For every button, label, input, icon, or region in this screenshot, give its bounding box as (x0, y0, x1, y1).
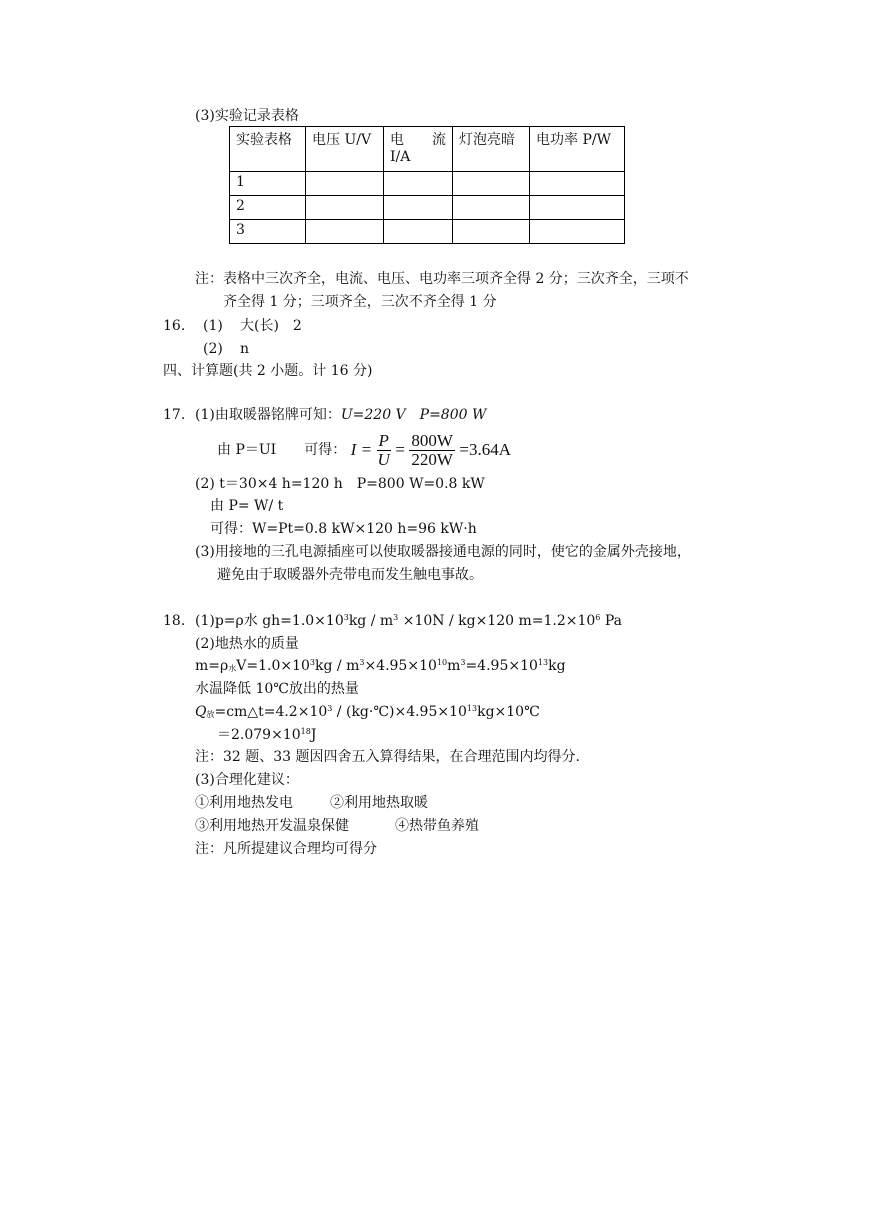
q17-part1-values: U=220 V P=800 W (340, 407, 487, 423)
exponent: 3 (393, 613, 399, 622)
q16-part1-label: (1) (203, 318, 223, 334)
table-cell (453, 172, 530, 196)
header-cell: 电功率 P/W (530, 127, 625, 172)
table-cell (306, 196, 384, 220)
header-cell: 实验表格 (230, 127, 306, 172)
suggestion-item: ①利用地热发电 (195, 795, 293, 811)
exponent: 3 (309, 658, 315, 667)
q18-heat-title: 水温降低 10℃放出的热量 (195, 681, 359, 697)
text-run: / (kg·℃)×4.95×10 (332, 704, 467, 720)
table-cell (530, 220, 625, 244)
q18-rounding-note: 注：32 题、33 题因四舍五入算得结果，在合理范围内均得分. (195, 749, 580, 765)
text-run: =cm△t=4.2×10 (214, 704, 328, 720)
q17-equation-intro: 由 P＝UI 可得： (217, 442, 347, 458)
text-run: (1)p=ρ水 gh=1.0×10 (195, 613, 344, 629)
table-cell (384, 196, 453, 220)
suggestion-item: ③利用地热开发温泉保健 (195, 818, 349, 834)
text-run: ＝2.079×10 (217, 727, 301, 743)
table-cell (384, 220, 453, 244)
text-run: kg / m (348, 613, 394, 629)
exponent: 13 (537, 658, 549, 667)
header-cell: 电压 U/V (306, 127, 384, 172)
q16-part1-answer: 大(长) 2 (240, 318, 302, 334)
table-cell (384, 172, 453, 196)
text-run: m=ρ (195, 658, 229, 674)
section-title: 四、计算题(共 2 小题。计 16 分) (163, 363, 373, 379)
q17-equation-line (217, 431, 511, 469)
exponent: 3 (343, 613, 349, 622)
q16-number: 16. (163, 318, 186, 334)
experiment-record-table (229, 126, 625, 244)
table-cell (530, 172, 625, 196)
exponent: 3 (359, 658, 365, 667)
q17-eq-current-symbol: I = (350, 440, 373, 459)
table-cell: 3 (230, 220, 306, 244)
text-run: ×10N / kg×120 m=1.2×10 (398, 613, 596, 629)
text-run: J (310, 727, 317, 743)
text-run: Q (195, 704, 207, 720)
table-cell (453, 220, 530, 244)
q18-part2-title: (2)地热水的质量 (195, 636, 299, 652)
fraction-numerator: P (378, 430, 389, 450)
exponent: 10 (436, 658, 448, 667)
scoring-note-line2: 齐全得 1 分；三项齐全，三次不齐全得 1 分 (223, 294, 497, 310)
header-cell: 电 流 I/A (384, 127, 453, 172)
header-cell: 灯泡亮暗 (453, 127, 530, 172)
table-row (230, 220, 625, 244)
q16-part2-label: (2) (203, 341, 223, 357)
text-run: ×4.95×10 (364, 658, 437, 674)
scoring-note-line1: 注：表格中三次齐全，电流、电压、电功率三项齐全得 2 分；三次齐全，三项不 (195, 271, 689, 287)
q17-fraction-pu (377, 432, 391, 469)
table-cell (306, 172, 384, 196)
q18-part3-title: (3)合理化建议： (195, 772, 299, 788)
q17-part3-line2: 避免由于取暖器外壳带电而发生触电事故。 (217, 567, 483, 583)
text-run: V=1.0×10 (236, 658, 310, 674)
q17-part3-line1: (3)用接地的三孔电源插座可以使取暖器接通电源的同时，使它的金属外壳接地， (195, 544, 691, 560)
table-title: (3)实验记录表格 (195, 108, 299, 124)
q17-number: 17. (163, 407, 186, 423)
q18-part1-formula (195, 612, 622, 630)
table-row (230, 196, 625, 220)
text-run: kg×10℃ (477, 704, 540, 720)
text-run: =4.95×10 (465, 658, 538, 674)
q17-part2-line2: 由 P= W/ t (210, 498, 284, 514)
table-cell: 1 (230, 172, 306, 196)
text-run: kg / m (315, 658, 360, 674)
exponent: 13 (466, 704, 478, 713)
q18-heat-formula (195, 703, 540, 721)
text-run: m (447, 658, 461, 674)
text-run: Pa (600, 613, 622, 629)
table-header-row (230, 127, 625, 172)
q18-heat-result (217, 726, 316, 744)
fraction-denominator: U (377, 449, 390, 469)
q18-mass-formula (195, 657, 566, 675)
suggestion-item: ④热带鱼养殖 (395, 818, 479, 834)
text-run: kg (548, 658, 566, 674)
subscript: 放 (206, 710, 215, 719)
fraction-denominator: 220W (411, 449, 453, 469)
final-note: 注：凡所提建议合理均可得分 (195, 841, 377, 857)
q17-part1-line1 (195, 406, 486, 424)
subscript: 水 (228, 664, 237, 673)
exponent: 3 (327, 704, 333, 713)
exponent: 6 (595, 613, 601, 622)
fraction-numerator: 800W (411, 430, 453, 450)
table-cell (453, 196, 530, 220)
q17-part2-line1: (2) t＝30×4 h=120 h P=800 W=0.8 kW (195, 476, 485, 492)
q16-part2-answer: n (240, 341, 250, 357)
q17-fraction-watts (409, 432, 455, 469)
q17-eq-result: =3.64A (459, 440, 512, 459)
table-cell (530, 196, 625, 220)
exponent: 18 (300, 727, 311, 736)
q18-number: 18. (163, 613, 186, 629)
table-cell: 2 (230, 196, 306, 220)
q17-eq-sign: = (395, 440, 405, 459)
suggestion-item: ②利用地热取暖 (330, 795, 428, 811)
q17-part2-line3: 可得：W=Pt=0.8 kW×120 h=96 kW·h (210, 521, 477, 537)
table-cell (306, 220, 384, 244)
exponent: 3 (460, 658, 466, 667)
table-row (230, 172, 625, 196)
q17-part1-text: (1)由取暖器铭牌可知： (195, 407, 341, 423)
